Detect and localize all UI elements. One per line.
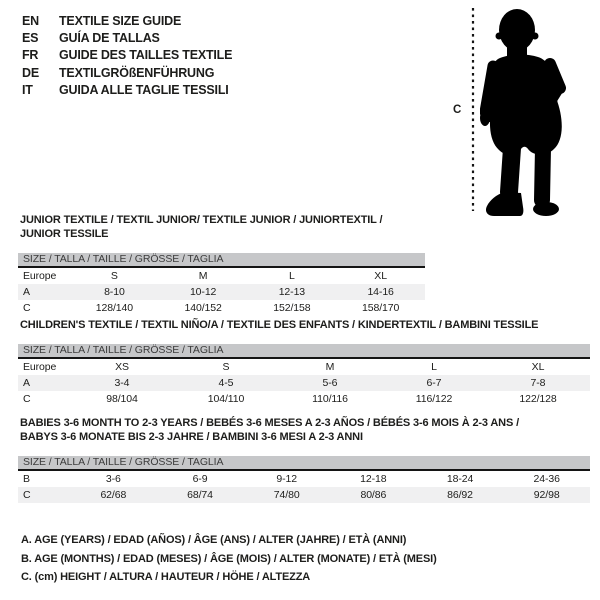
size-cell: XL: [531, 361, 545, 373]
size-cell: 4-5: [218, 377, 234, 389]
language-code: ES: [22, 31, 39, 46]
measurement-legend: [21, 531, 437, 587]
size-header-bar: [18, 253, 425, 268]
size-header-bar: [18, 456, 590, 471]
size-cell: 3-4: [114, 377, 130, 389]
size-cell: 68/74: [187, 489, 213, 501]
size-cell: L: [289, 270, 295, 282]
table-title-block: [18, 213, 425, 241]
table-row: [18, 300, 425, 316]
size-cell: M: [198, 270, 208, 282]
size-cell: XL: [374, 270, 387, 282]
size-cell: 24-36: [533, 473, 560, 485]
row-label: C: [23, 302, 31, 314]
size-cell: 80/86: [360, 489, 387, 501]
size-cell: 6-9: [192, 473, 208, 485]
table-row: [18, 391, 590, 407]
row-label: Europe: [23, 270, 57, 282]
language-code: EN: [22, 14, 39, 28]
row-label: A: [23, 377, 30, 389]
table-title: BABYS 3-6 MONATE BIS 2-3 JAHRE / BAMBINI 3-6 MESI A 2-3 ANNI: [20, 431, 363, 443]
language-row: [22, 13, 232, 30]
size-header-label: SIZE / TALLA / TAILLE / GRÖSSE / TAGLIA: [23, 343, 224, 356]
row-label: C: [23, 393, 31, 405]
size-cell: 122/128: [519, 393, 557, 405]
language-list: [22, 13, 232, 99]
baby-silhouette-icon: [480, 0, 600, 218]
size-cell: 140/152: [184, 302, 222, 314]
size-table: [18, 416, 590, 503]
height-label: C: [453, 104, 462, 116]
language-row: [22, 30, 232, 47]
table-title: JUNIOR TEXTILE / TEXTIL JUNIOR/ TEXTILE JUNIOR / JUNIORTEXTIL / JUNIOR TESSILE: [20, 214, 383, 240]
row-label: Europe: [23, 361, 57, 373]
size-cell: 10-12: [189, 286, 217, 298]
size-cell: 62/68: [100, 489, 127, 501]
size-cell: 104/110: [207, 393, 245, 405]
size-cell: 74/80: [273, 489, 300, 501]
size-table: [18, 213, 425, 316]
size-cell: 152/158: [273, 302, 311, 314]
size-cell: 116/122: [415, 393, 453, 405]
language-row: [22, 47, 232, 64]
size-cell: 98/104: [106, 393, 138, 405]
legend-line: A. AGE (YEARS) / EDAD (AÑOS) / ÂGE (ANS) / ALTER (JAHRE) / ETÀ (ANNI): [21, 534, 407, 546]
legend-line: B. AGE (MONTHS) / EDAD (MESES) / ÂGE (MOIS) / ALTER (MONATE) / ETÀ (MESI): [21, 552, 437, 565]
row-label: B: [23, 473, 30, 485]
language-title: TEXTILGRÖßENFÜHRUNG: [59, 65, 215, 80]
language-code: IT: [22, 82, 33, 97]
language-row: [22, 65, 232, 82]
baby-figure: [440, 0, 600, 218]
size-cell: M: [325, 361, 335, 373]
row-label: C: [23, 489, 31, 501]
language-row: [22, 82, 232, 99]
size-cell: 92/98: [533, 489, 560, 501]
language-code: FR: [22, 48, 39, 63]
table-row: [18, 284, 425, 300]
language-title: GUIDE DES TAILLES TEXTILE: [59, 48, 233, 63]
height-dashed-line: [471, 8, 475, 211]
size-cell: L: [431, 361, 437, 373]
size-cell: 3-6: [105, 473, 121, 485]
table-title-block: [18, 416, 590, 444]
table-row: [18, 487, 590, 503]
size-cell: 7-8: [530, 377, 546, 389]
language-title: GUÍA DE TALLAS: [59, 31, 160, 46]
size-header-label: SIZE / TALLA / TAILLE / GRÖSSE / TAGLIA: [23, 252, 224, 265]
table-title: CHILDREN'S TEXTILE / TEXTIL NIÑO/A / TEXTILE DES ENFANTS / KINDERTEXTIL / BAMBINI TESSILE: [20, 319, 539, 331]
size-cell: 18-24: [446, 473, 474, 485]
size-cell: 9-12: [276, 473, 297, 485]
size-cell: 128/140: [95, 302, 133, 314]
table-row: [18, 268, 425, 284]
size-cell: 6-7: [426, 377, 442, 389]
size-cell: 5-6: [322, 377, 338, 389]
table-title-block: [18, 318, 590, 332]
row-label: A: [23, 286, 30, 298]
table-row: [18, 375, 590, 391]
legend-line: C. (cm) HEIGHT / ALTURA / HAUTEUR / HÖHE / ALTEZZA: [21, 571, 311, 584]
table-title: BABIES 3-6 MONTH TO 2-3 YEARS / BEBÉS 3-6 MESES A 2-3 AÑOS / BÉBÉS 3-6 MOIS À 2-3 ANS /: [20, 417, 519, 429]
size-cell: 8-10: [104, 286, 125, 298]
size-cell: S: [110, 270, 118, 282]
language-code: DE: [22, 65, 39, 80]
language-title: TEXTILE SIZE GUIDE: [59, 14, 182, 28]
table-row: [18, 359, 590, 375]
size-cell: 110/116: [312, 393, 348, 405]
size-cell: 12-13: [278, 286, 306, 298]
size-cell: 86/92: [447, 489, 473, 501]
size-cell: S: [222, 361, 230, 373]
language-title: GUIDA ALLE TAGLIE TESSILI: [59, 82, 229, 97]
size-header-bar: [18, 344, 590, 359]
size-cell: 12-18: [360, 473, 387, 485]
size-table: [18, 318, 590, 407]
size-header-label: SIZE / TALLA / TAILLE / GRÖSSE / TAGLIA: [23, 455, 224, 468]
size-cell: XS: [115, 361, 129, 373]
table-row: [18, 471, 590, 487]
size-cell: 14-16: [367, 286, 394, 298]
size-cell: 158/170: [361, 302, 400, 314]
